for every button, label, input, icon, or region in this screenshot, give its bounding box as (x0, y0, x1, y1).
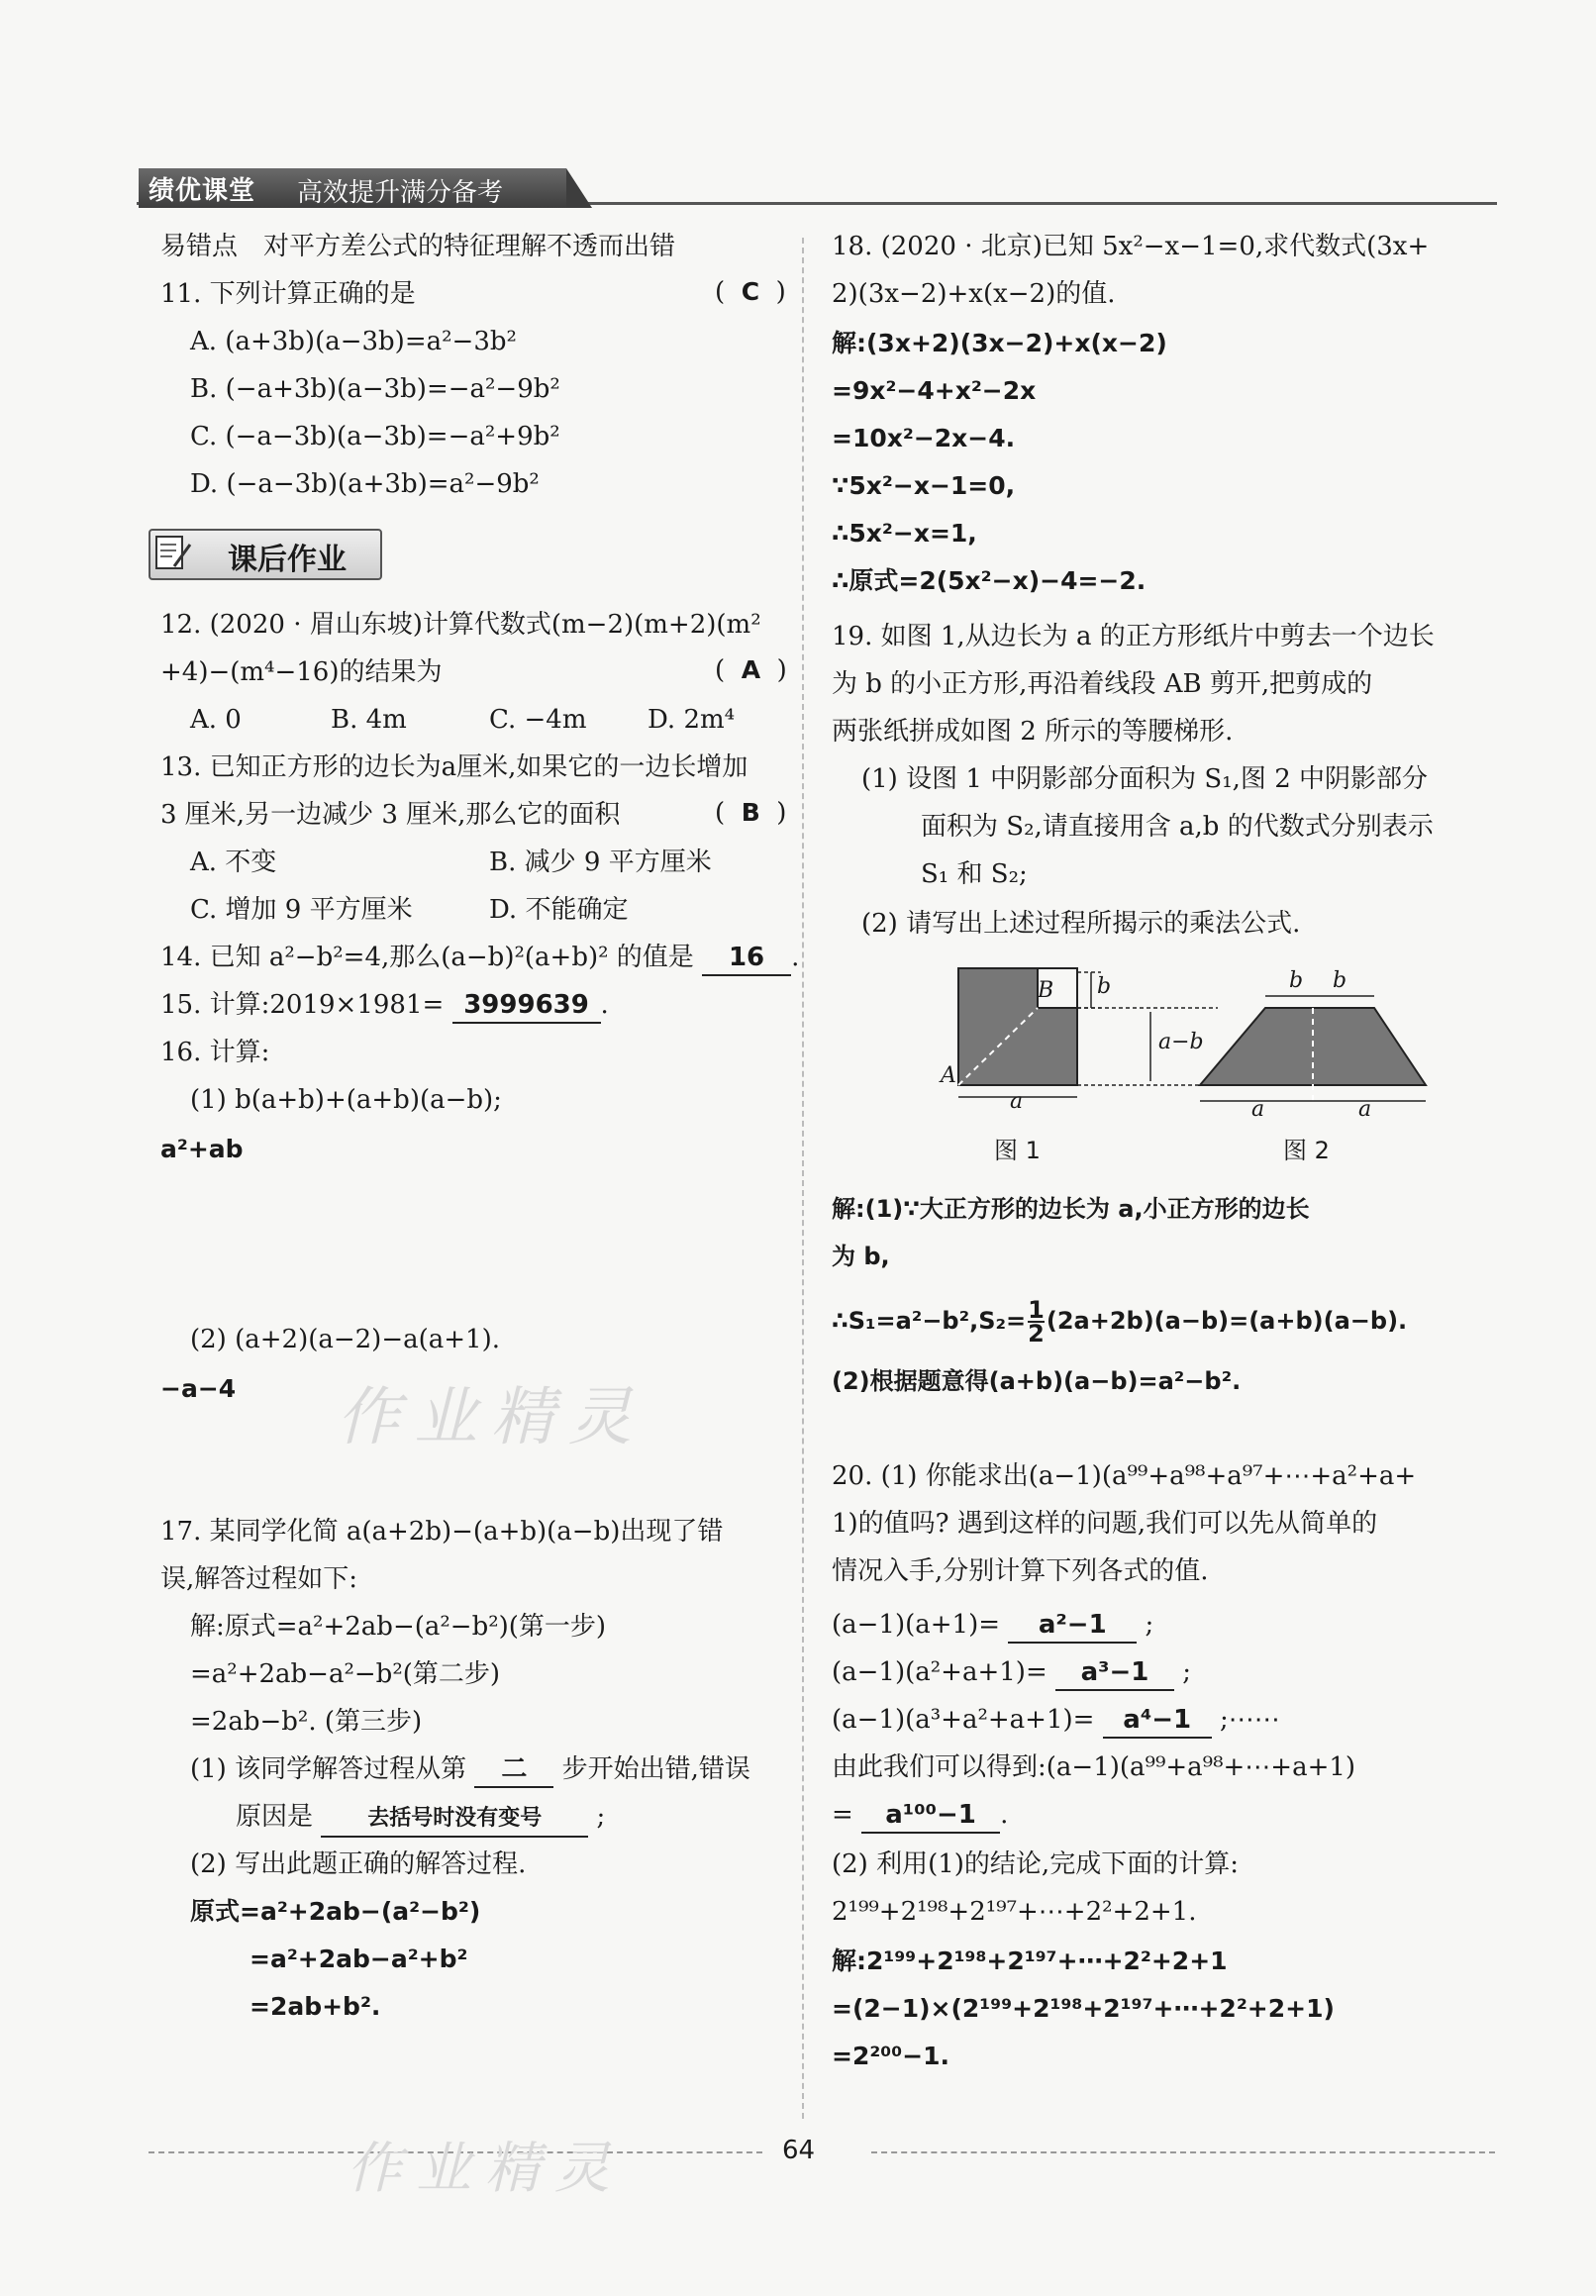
q12-line2: +4)−(m⁴−16)的结果为 (160, 657, 443, 687)
q20-general-answer: a¹⁰⁰−1 (861, 1798, 1000, 1834)
q20-expr2-end: ; (1182, 1657, 1192, 1687)
q19-figures (931, 956, 1465, 1154)
q18-step1: 解:(3x+2)(3x−2)+x(x−2) (832, 329, 1167, 357)
q19-part1c: S₁ 和 S₂; (921, 859, 1028, 889)
q16-answer1: a²+ab (160, 1135, 244, 1163)
q12-option-a: A. 0 (190, 705, 242, 735)
q18-step4: ∵5x²−x−1=0, (832, 471, 1016, 500)
q13-answer: B (741, 798, 760, 827)
q19-sol-s-post: (2a+2b)(a−b)=(a+b)(a−b). (1046, 1307, 1408, 1335)
q17-part1-after: 步开始出错,错误 (561, 1754, 750, 1784)
section-title: 课后作业 (228, 543, 347, 577)
q15-answer: 3999639 (452, 988, 601, 1024)
q20-line1: 20. (1) 你能求出(a−1)(a⁹⁹+a⁹⁸+a⁹⁷+⋯+a²+a+ (832, 1461, 1417, 1491)
fig1-label-A: A (941, 1063, 956, 1088)
q20-part2: (2) 利用(1)的结论,完成下面的计算: (832, 1849, 1239, 1879)
q17-part2: (2) 写出此题正确的解答过程. (190, 1849, 527, 1879)
q17-step2: =a²+2ab−a²−b²(第二步) (190, 1659, 501, 1689)
fig1-label-B: B (1038, 978, 1054, 1003)
q20-part2-expr: 2¹⁹⁹+2¹⁹⁸+2¹⁹⁷+⋯+2²+2+1. (832, 1897, 1197, 1927)
q19-sol-line2: 为 b, (832, 1243, 890, 1270)
q18-step3: =10x²−2x−4. (832, 424, 1016, 452)
fig1-caption: 图 1 (994, 1137, 1041, 1164)
q13-option-c: C. 增加 9 平方厘米 (190, 895, 413, 925)
q11-option-a: A. (a+3b)(a−3b)=a²−3b² (190, 327, 517, 356)
fig2-label-b-right: b (1333, 968, 1347, 993)
q19-part1a: (1) 设图 1 中阴影部分面积为 S₁,图 2 中阴影部分 (861, 764, 1429, 794)
q17-part1-line (190, 1752, 750, 1788)
q20-general: 由此我们可以得到:(a−1)(a⁹⁹+a⁹⁸+⋯+a+1) (832, 1752, 1356, 1782)
error-point-heading: 易错点 对平方差公式的特征理解不透而出错 (160, 232, 676, 261)
q20-general-line (832, 1798, 1008, 1834)
q19-part2: (2) 请写出上述过程所揭示的乘法公式. (861, 909, 1301, 939)
q17-solution3: =2ab+b². (249, 1992, 381, 2021)
q18-line1: 18. (2020 · 北京)已知 5x²−x−1=0,求代数式(3x+ (832, 232, 1430, 261)
q18-step2: =9x²−4+x²−2x (832, 376, 1037, 405)
q17-reason-line (236, 1800, 605, 1838)
q19-fraction (1028, 1296, 1045, 1348)
q20-sol2: =(2−1)×(2¹⁹⁹+2¹⁹⁸+2¹⁹⁷+⋯+2²+2+1) (832, 1994, 1335, 2023)
column-divider (802, 238, 804, 2119)
q19-frac-den: 2 (1028, 1320, 1045, 1348)
page-number: 64 (782, 2136, 816, 2165)
q19-sol-line1: 解:(1)∵大正方形的边长为 a,小正方形的边长 (832, 1195, 1310, 1223)
fig1-label-a: a (1010, 1089, 1024, 1114)
q14-answer: 16 (702, 941, 791, 976)
fig1-label-b: b (1097, 974, 1112, 999)
q20-general-eq: = (832, 1800, 853, 1830)
q19-frac-num: 1 (1028, 1296, 1045, 1324)
q17-reason-label: 原因是 (236, 1802, 314, 1832)
q15-line (160, 988, 609, 1024)
q16-answer2: −a−4 (160, 1374, 237, 1403)
q19-sol-line3 (832, 1296, 1408, 1348)
q20-expr1-end: ; (1145, 1610, 1154, 1640)
footer-rule-right (871, 2151, 1495, 2153)
q20-expr1-answer: a²−1 (1008, 1608, 1137, 1644)
q12-option-c: C. −4m (489, 705, 587, 735)
q19-sol-s-pre: ∴S₁=a²−b²,S₂= (832, 1307, 1027, 1335)
q17-reason-end: ; (596, 1802, 606, 1832)
q11-stem: 11. 下列计算正确的是 (160, 279, 416, 309)
q20-sol3: =2²⁰⁰−1. (832, 2042, 950, 2070)
q11-option-d: D. (−a−3b)(a+3b)=a²−9b² (190, 469, 540, 499)
q14-stem: 14. 已知 a²−b²=4,那么(a−b)²(a+b)² 的值是 (160, 943, 694, 972)
q20-expr3-end: ;⋯⋯ (1219, 1705, 1280, 1735)
q15-end: . (600, 990, 609, 1020)
footer-watermark: 作业精灵 (347, 2137, 624, 2201)
q13-answer-box: ( B ) (715, 798, 787, 828)
q17-solution1: 原式=a²+2ab−(a²−b²) (190, 1897, 481, 1926)
watermark-text: 作业精灵 (337, 1381, 646, 1454)
q12-option-b: B. 4m (331, 705, 407, 735)
q12-option-d: D. 2m⁴ (648, 705, 736, 735)
q20-expr1: (a−1)(a+1)= (832, 1610, 1001, 1640)
q13-option-b: B. 减少 9 平方厘米 (489, 848, 712, 877)
q17-reason: 去括号时没有变号 (321, 1802, 588, 1838)
q17-step3: =2ab−b². (第三步) (190, 1707, 423, 1737)
q11-answer: C (741, 277, 760, 306)
q11-option-c: C. (−a−3b)(a−3b)=−a²+9b² (190, 422, 560, 451)
q15-stem: 15. 计算:2019×1981= (160, 990, 445, 1020)
q17-part1-blank: 二 (474, 1752, 553, 1788)
q19-line2: 为 b 的小正方形,再沿着线段 AB 剪开,把剪成的 (832, 669, 1373, 699)
q20-sol1: 解:2¹⁹⁹+2¹⁹⁸+2¹⁹⁷+⋯+2²+2+1 (832, 1947, 1228, 1975)
brand-slogan: 高效提升满分备考 (297, 178, 504, 208)
q14-end: . (791, 943, 800, 972)
header-banner-tip (566, 168, 592, 208)
q13-line2: 3 厘米,另一边减少 3 厘米,那么它的面积 (160, 800, 621, 830)
brand-name: 绩优课堂 (149, 176, 256, 206)
q17-part1-before: (1) 该同学解答过程从第 (190, 1754, 467, 1784)
q18-line2: 2)(3x−2)+x(x−2)的值. (832, 279, 1116, 309)
q18-step5: ∴5x²−x=1, (832, 519, 977, 548)
q13-option-a: A. 不变 (190, 848, 277, 877)
q20-expr3: (a−1)(a³+a²+a+1)= (832, 1705, 1095, 1735)
q17-line2: 误,解答过程如下: (160, 1564, 358, 1594)
q14-line (160, 941, 799, 976)
q19-line1: 19. 如图 1,从边长为 a 的正方形纸片中剪去一个边长 (832, 622, 1435, 651)
q17-step1: 解:原式=a²+2ab−(a²−b²)(第一步) (190, 1612, 607, 1642)
q13-line1: 13. 已知正方形的边长为a厘米,如果它的一边长增加 (160, 752, 748, 782)
q20-line2: 1)的值吗? 遇到这样的问题,我们可以先从简单的 (832, 1509, 1378, 1539)
q19-line3: 两张纸拼成如图 2 所示的等腰梯形. (832, 717, 1234, 747)
q12-line1: 12. (2020 · 眉山东坡)计算代数式(m−2)(m+2)(m² (160, 610, 761, 640)
q11-answer-box: ( C ) (715, 277, 786, 307)
q20-expr3-line (832, 1703, 1280, 1739)
q19-sol-part2: (2)根据题意得(a+b)(a−b)=a²−b². (832, 1367, 1242, 1395)
q12-answer-box: ( A ) (715, 655, 787, 685)
q20-expr2-line (832, 1655, 1191, 1691)
q13-option-d: D. 不能确定 (489, 895, 629, 925)
q16-part2: (2) (a+2)(a−2)−a(a+1). (190, 1325, 500, 1354)
q12-answer: A (741, 655, 761, 684)
q20-expr2-answer: a³−1 (1055, 1655, 1174, 1691)
fig2-label-a-right: a (1358, 1097, 1372, 1122)
q11-option-b: B. (−a+3b)(a−3b)=−a²−9b² (190, 374, 560, 404)
q16-part1: (1) b(a+b)+(a+b)(a−b); (190, 1085, 502, 1115)
q17-solution2: =a²+2ab−a²+b² (249, 1945, 468, 1973)
q20-general-end: . (1000, 1800, 1009, 1830)
fig2-label-b-left: b (1289, 968, 1304, 993)
fig2-label-a-left: a (1251, 1097, 1265, 1122)
fig2-caption: 图 2 (1283, 1137, 1330, 1164)
q17-line1: 17. 某同学化简 a(a+2b)−(a+b)(a−b)出现了错 (160, 1517, 724, 1547)
q16-stem: 16. 计算: (160, 1038, 270, 1067)
q20-expr2: (a−1)(a²+a+1)= (832, 1657, 1047, 1687)
notebook-pen-icon (150, 531, 194, 574)
q19-part1b: 面积为 S₂,请直接用含 a,b 的代数式分别表示 (921, 812, 1434, 842)
q20-line3: 情况入手,分别计算下列各式的值. (832, 1556, 1209, 1586)
q18-step6: ∴原式=2(5x²−x)−4=−2. (832, 566, 1147, 595)
fig-label-amb: a−b (1158, 1030, 1204, 1054)
q20-expr1-line (832, 1608, 1153, 1644)
q20-expr3-answer: a⁴−1 (1103, 1703, 1212, 1739)
